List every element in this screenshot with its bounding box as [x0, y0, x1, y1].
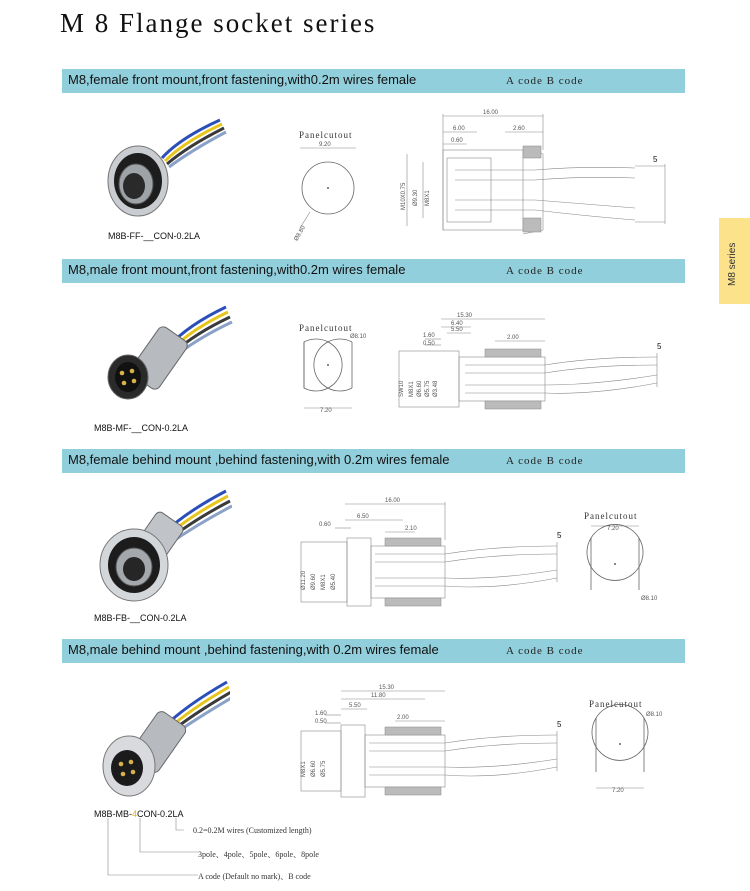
dim-2-b: 5.50 — [451, 327, 463, 333]
section-3-technical-drawing — [295, 498, 585, 613]
dim-2-h: Ø3.48 — [433, 380, 439, 397]
legend-code: A code (Default no mark)、B code — [198, 872, 311, 881]
section-2-cutout-label: Panelcutout — [299, 323, 353, 333]
section-1-photo — [100, 98, 230, 233]
dim-2-e: 2.00 — [507, 335, 519, 341]
section-4-part-code: M8B-MB-4CON-0.2LA — [94, 809, 184, 819]
dim-2-sw: SW10 — [399, 380, 405, 397]
section-4-cutout-drawing — [580, 708, 670, 798]
section-2-title: M8,male front mount,front fastening,with0.2m wires female — [68, 262, 406, 277]
dim-3-c: 2.10 — [405, 526, 417, 532]
dim-2-c: 1.60 — [423, 333, 435, 339]
section-2-part-code: M8B-MF-__CON-0.2LA — [94, 423, 189, 433]
dim-2-a: 6.40 — [451, 321, 463, 327]
pole-count-highlight: 4 — [132, 809, 138, 819]
dim-1-thread: M8X1 — [425, 190, 431, 206]
dim-1-length: 16.00 — [483, 110, 499, 116]
section-3-part-code: M8B-FB-__CON-0.2LA — [94, 613, 187, 623]
section-1-code-label: A code B code — [506, 75, 584, 87]
dim-3-outer: Ø11.20 — [301, 570, 307, 590]
cutout-4-dia: Ø8.10 — [646, 712, 663, 718]
dim-4-d: 0.50 — [315, 719, 327, 725]
dim-3-a: 6.50 — [357, 514, 369, 520]
section-4-technical-drawing — [295, 685, 585, 800]
section-4-header — [62, 639, 685, 663]
section-1-cutout-drawing — [290, 140, 370, 250]
dim-4-f: Ø6.60 — [311, 760, 317, 777]
dim-1-outer: M10X0.75 — [401, 182, 407, 210]
section-2-photo — [98, 285, 233, 425]
section-2-code-label: A code B code — [506, 265, 584, 277]
cutout-3-dia: Ø8.10 — [641, 596, 658, 602]
dim-4-a: 11.80 — [371, 693, 386, 699]
dim-4-thread: M8X1 — [301, 761, 307, 777]
dim-4-g: Ø5.75 — [321, 760, 327, 777]
section-4-code-label: A code B code — [506, 645, 584, 657]
dim-4-c: 1.60 — [315, 711, 327, 717]
section-3-title: M8,female behind mount ,behind fastening,with 0.2m wires female — [68, 452, 450, 467]
dim-4-length: 15.30 — [379, 685, 395, 691]
side-tab-label: M8 series — [727, 242, 738, 286]
section-2-technical-drawing — [395, 313, 685, 423]
cutout-4-width: 7.20 — [612, 788, 624, 794]
section-1-technical-drawing — [395, 110, 685, 255]
section-4-cutout-label: Panelcutout — [589, 699, 643, 709]
dim-1-c: 0.60 — [451, 138, 463, 144]
section-3-code-label: A code B code — [506, 455, 584, 467]
section-4-photo — [95, 670, 230, 808]
legend-length: 0.2=0.2M wires (Customized length) — [193, 826, 312, 835]
cutout-1-dia: Ø8.80 — [293, 225, 307, 243]
dim-3-wire: 5 — [557, 531, 562, 540]
section-2-cutout-drawing — [290, 332, 375, 417]
section-3-cutout-label: Panelcutout — [584, 511, 638, 521]
dim-3-g: Ø5.40 — [331, 573, 337, 590]
dim-2-thread: M8X1 — [409, 381, 415, 397]
dim-4-e: 2.00 — [397, 715, 409, 721]
section-2-header — [62, 259, 685, 283]
page-title: M 8 Flange socket series — [60, 8, 377, 38]
dim-2-length: 15.30 — [457, 313, 473, 319]
legend-leader-lines — [100, 818, 190, 878]
dim-3-thread: M8X1 — [321, 574, 327, 590]
section-3-photo — [92, 477, 232, 612]
cutout-2-width: 7.20 — [320, 408, 332, 414]
side-tab[interactable] — [719, 218, 750, 304]
dim-2-wire: 5 — [657, 342, 662, 351]
section-4-title: M8,male behind mount ,behind fastening,with 0.2m wires female — [68, 642, 439, 657]
section-1-cutout-label: Panelcutout — [299, 130, 353, 140]
dim-3-b: 0.60 — [319, 522, 331, 528]
cutout-2-dia: Ø8.10 — [350, 334, 367, 340]
dim-1-b: 2.60 — [513, 126, 525, 132]
section-1-header — [62, 69, 685, 93]
dim-4-wire: 5 — [557, 720, 562, 729]
dim-1-a: 6.00 — [453, 126, 465, 132]
dim-3-length: 16.00 — [385, 498, 401, 504]
dim-2-g: Ø5.75 — [425, 380, 431, 397]
cutout-3-width: 7.20 — [607, 526, 619, 532]
dim-3-f: Ø9.60 — [311, 573, 317, 590]
section-1-title: M8,female front mount,front fastening,with0.2m wires female — [68, 72, 417, 87]
dim-1-wire: 5 — [653, 155, 658, 164]
dim-1-dia: Ø9.30 — [413, 189, 419, 206]
section-3-header — [62, 449, 685, 473]
cutout-1-width: 9.20 — [319, 142, 331, 148]
section-1-part-code: M8B-FF-__CON-0.2LA — [108, 231, 201, 241]
dim-2-f: Ø6.60 — [417, 380, 423, 397]
dim-4-b: 5.50 — [349, 703, 361, 709]
legend-poles: 3pole、4pole、5pole、6pole、8pole — [198, 850, 319, 859]
dim-2-d: 0.50 — [423, 341, 435, 347]
section-3-cutout-drawing — [575, 520, 665, 610]
